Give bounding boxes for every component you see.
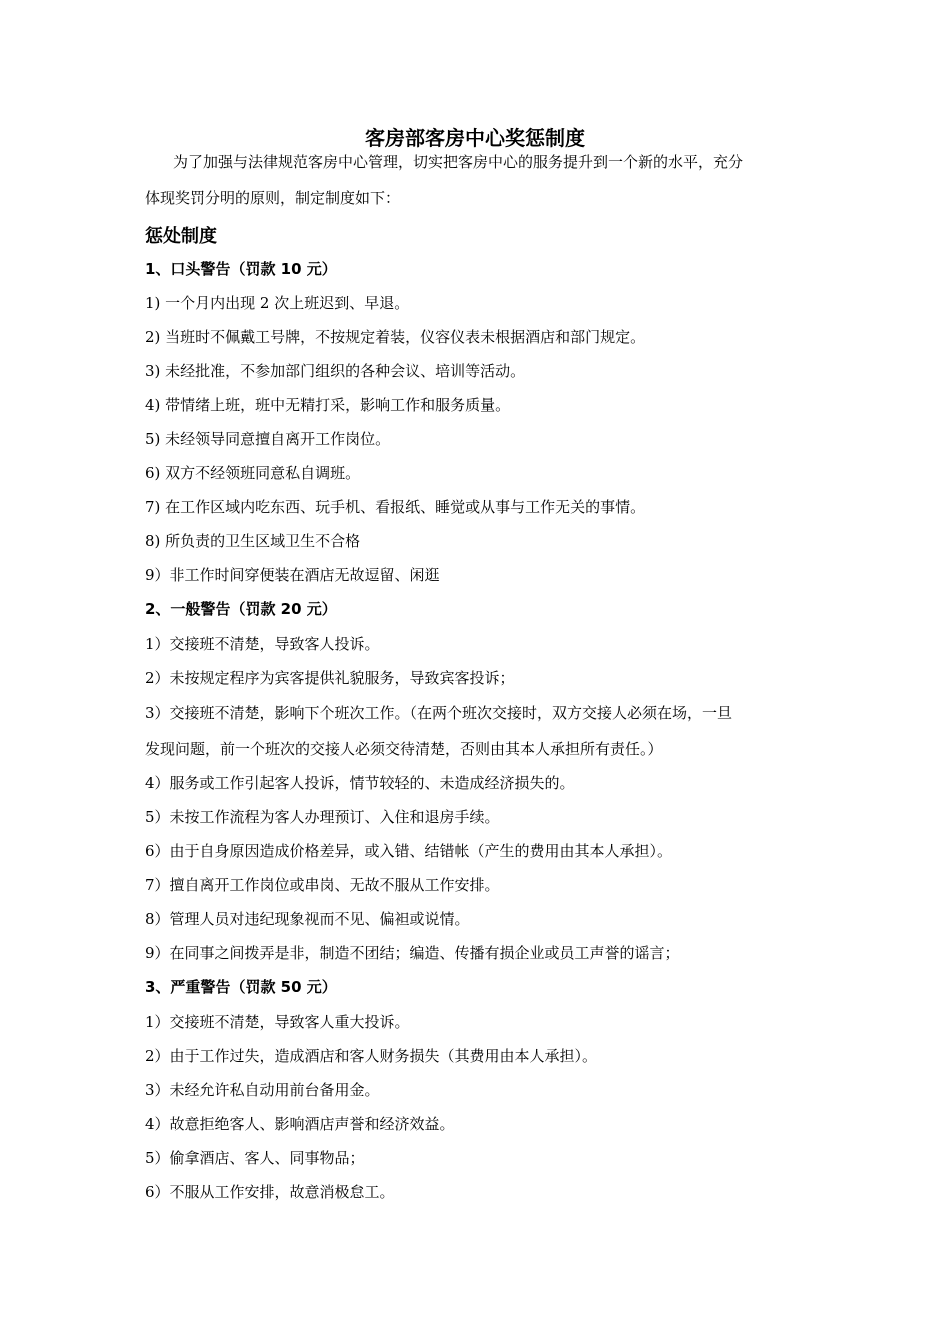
list-item: 2) 当班时不佩戴工号牌，不按规定着装，仪容仪表未根据酒店和部门规定。 — [145, 328, 646, 346]
list-item: 9）在同事之间拨弄是非，制造不团结；编造、传播有损企业或员工声誉的谣言； — [145, 944, 680, 962]
list-item: 8) 所负责的卫生区域卫生不合格 — [145, 532, 361, 550]
list-item: 4) 带情绪上班，班中无精打采，影响工作和服务质量。 — [145, 396, 511, 414]
list-item: 5）未按工作流程为客人办理预订、入住和退房手续。 — [145, 808, 500, 826]
list-item: 3）未经允许私自动用前台备用金。 — [145, 1081, 380, 1099]
list-item: 6）不服从工作安排，故意消极怠工。 — [145, 1183, 395, 1201]
list-item: 2）由于工作过失，造成酒店和客人财务损失（其费用由本人承担）。 — [145, 1047, 598, 1065]
list-item: 7) 在工作区域内吃东西、玩手机、看报纸、睡觉或从事与工作无关的事情。 — [145, 498, 646, 516]
list-item: 2）未按规定程序为宾客提供礼貌服务，导致宾客投诉； — [145, 669, 515, 687]
list-item: 1）交接班不清楚，导致客人投诉。 — [145, 635, 380, 653]
list-item: 7）擅自离开工作岗位或串岗、无故不服从工作安排。 — [145, 876, 500, 894]
list-item: 1) 一个月内出现 2 次上班迟到、早退。 — [145, 294, 410, 312]
list-item: 3）交接班不清楚，影响下个班次工作。（在两个班次交接时，双方交接人必须在场，一旦 — [145, 704, 733, 722]
group-heading-verbal-warning: 1、口头警告（罚款 10 元） — [145, 260, 337, 278]
list-item: 3) 未经批准，不参加部门组织的各种会议、培训等活动。 — [145, 362, 526, 380]
list-item: 8）管理人员对违纪现象视而不见、偏袒或说情。 — [145, 910, 470, 928]
intro-line-1: 为了加强与法律规范客房中心管理，切实把客房中心的服务提升到一个新的水平，充分 — [173, 153, 744, 171]
list-item: 1）交接班不清楚，导致客人重大投诉。 — [145, 1013, 410, 1031]
list-item: 6）由于自身原因造成价格差异，或入错、结错帐（产生的费用由其本人承担）。 — [145, 842, 673, 860]
list-item-continuation: 发现问题，前一个班次的交接人必须交待清楚，否则由其本人承担所有责任。） — [145, 740, 663, 758]
list-item: 6) 双方不经领班同意私自调班。 — [145, 464, 361, 482]
list-item: 4）服务或工作引起客人投诉，情节较轻的、未造成经济损失的。 — [145, 774, 575, 792]
list-item: 9）非工作时间穿便装在酒店无故逗留、闲逛 — [145, 566, 440, 584]
section-heading: 惩处制度 — [145, 226, 217, 247]
document-title: 客房部客房中心奖惩制度 — [365, 126, 585, 150]
list-item: 4）故意拒绝客人、影响酒店声誉和经济效益。 — [145, 1115, 455, 1133]
group-heading-general-warning: 2、一般警告（罚款 20 元） — [145, 600, 337, 618]
list-item: 5）偷拿酒店、客人、同事物品； — [145, 1149, 365, 1167]
list-item: 5) 未经领导同意擅自离开工作岗位。 — [145, 430, 391, 448]
group-heading-serious-warning: 3、严重警告（罚款 50 元） — [145, 978, 337, 996]
intro-line-2: 体现奖罚分明的原则，制定制度如下： — [145, 189, 401, 207]
